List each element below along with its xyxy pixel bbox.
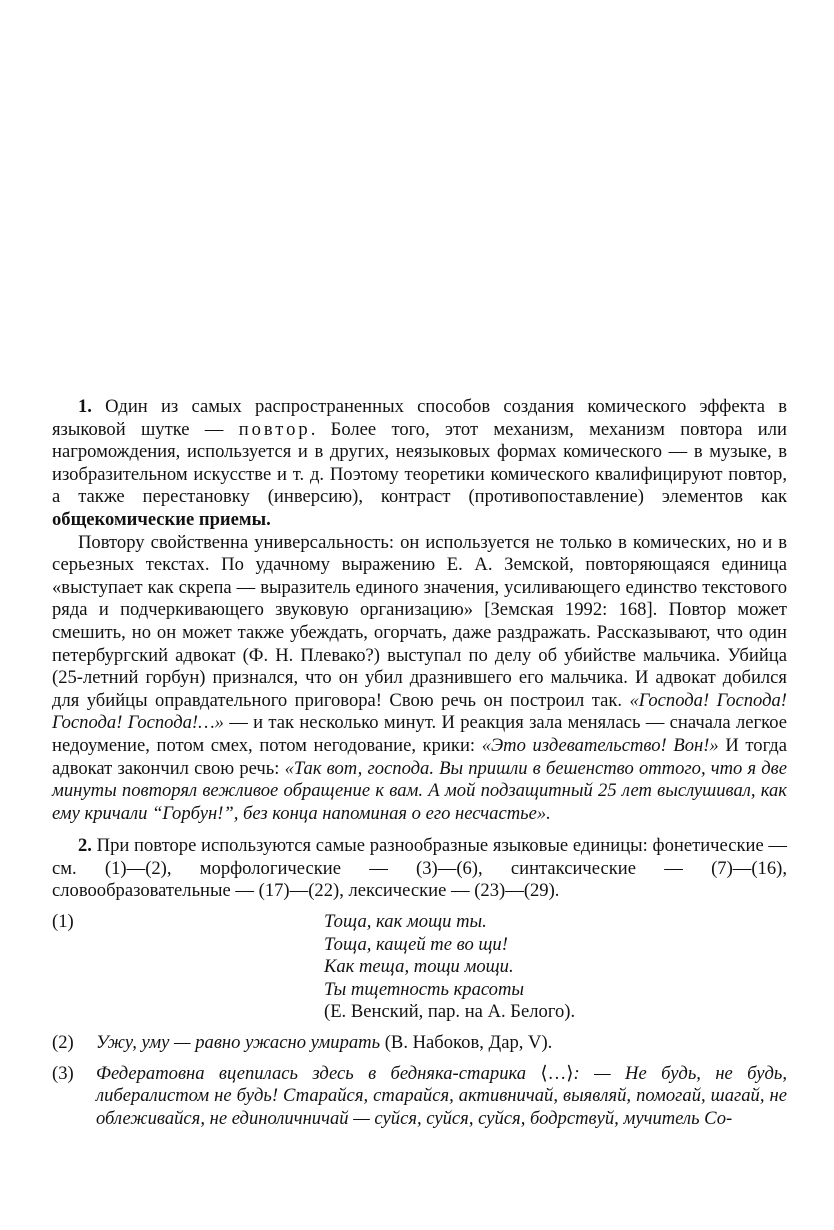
- poem-line: Ты тщетность красоты: [324, 978, 524, 1000]
- quote-italic: «Это издевательство! Вон!»: [481, 734, 719, 756]
- example-number: (1): [52, 911, 74, 933]
- paragraph-2: [52, 532, 787, 826]
- paragraph-text: . Более того, этот механизм, механизм повтора или нагромождения, используется и в других, неязыковых формах комического — в музыке, в изобразительном искусстве и т. д. Поэтому теоретики комического квалифицируют повтор, а также перестановку (инверсию), контраст (противопоставление) элементов как: [52, 418, 787, 508]
- section-number: 2.: [78, 835, 92, 857]
- ellipsis-mark: ⟨…⟩: [540, 1062, 574, 1084]
- example-number: (3): [52, 1062, 74, 1084]
- term-spaced: повтор: [238, 418, 311, 440]
- paragraph-text: — и так несколько минут. И реакция зала менялась — сначала легкое недоумение, потом смех, потом негодование, крики:: [52, 712, 787, 756]
- spacer: [52, 825, 787, 835]
- quote-italic: «Так вот, господа. Вы пришли в бешенство оттого, что я две минуты повторял вежливое обращение к вам. А мой подзащитный 25 лет выслушивал, как ему кричали “Горбун!”, без конца напоминая о его несчастье».: [52, 757, 787, 824]
- example-1: [52, 911, 787, 1024]
- example-3: [52, 1063, 787, 1131]
- bold-term: общекомические приемы.: [52, 508, 271, 530]
- poem: [96, 911, 787, 1024]
- poem-line: Как теща, тощи мощи.: [324, 956, 514, 978]
- example-italic: Ужу, уму — равно ужасно умирать: [96, 1032, 381, 1054]
- example-italic: Федератовна вцепилась здесь в бедняка-старика: [96, 1062, 541, 1084]
- example-body: [96, 1063, 787, 1131]
- paragraph-text: Повтору свойственна универсальность: он используется не только в комических, но и в серьезных текстах. По удачному выражению Е. А. Земской, повторяющаяся единица «выступает как скрепа — выразитель единого значения, усиливающего единство текстового ряда и подчеркивающего звуковую организацию» [Земская 1992: 168]. Повтор может смешить, но он может также убеждать, огорчать, даже раздражать. Рассказывают, что один петербургский адвокат (Ф. Н. Плевако?) выступал по делу об убийстве мальчика. Убийца (25-летний горбун) признался, что он убил дразнившего его мальчика. И адвокат добился для убийцы оправдательного приговора! Свою речь он построил так.: [52, 531, 787, 711]
- paragraph-text: При повторе используются самые разнообразные языковые единицы: фонетические — см. (1)—(2), морфологические — (3)—(6), синтаксические — (7)—(16), словообразовательные — (17)—(22), лексические — (23)—(29).: [52, 835, 787, 902]
- paragraph-text: Один из самых распространенных способов создания комического эффекта в языковой шутке —: [52, 396, 787, 440]
- poem-line: Тоща, как мощи ты.: [324, 911, 487, 933]
- paragraph-3: [52, 835, 787, 903]
- section-number: 1.: [78, 396, 92, 417]
- poem-line: Тоща, кащей те во щи!: [324, 933, 508, 955]
- body-text: [52, 396, 787, 1130]
- example-body: [96, 1032, 787, 1055]
- paragraph-1: [52, 396, 787, 532]
- example-number: (2): [52, 1032, 74, 1054]
- quote-italic: «Господа! Господа! Господа! Господа!…»: [52, 689, 788, 734]
- example-italic: : — Не будь, не будь, либералистом не будь! Старайся, старайся, активничай, выявляй, помогай, шагай, не облеживайся, не единоличничай — суйся, суйся, суйся, бодрствуй, мучитель Со-: [96, 1062, 787, 1129]
- paragraph-text: И тогда адвокат закончил свою речь:: [52, 734, 787, 779]
- example-2: [52, 1032, 787, 1055]
- example-source: (В. Набоков, Дар, V).: [380, 1032, 553, 1054]
- poem-source: (Е. Венский, пар. на А. Белого).: [324, 1001, 576, 1023]
